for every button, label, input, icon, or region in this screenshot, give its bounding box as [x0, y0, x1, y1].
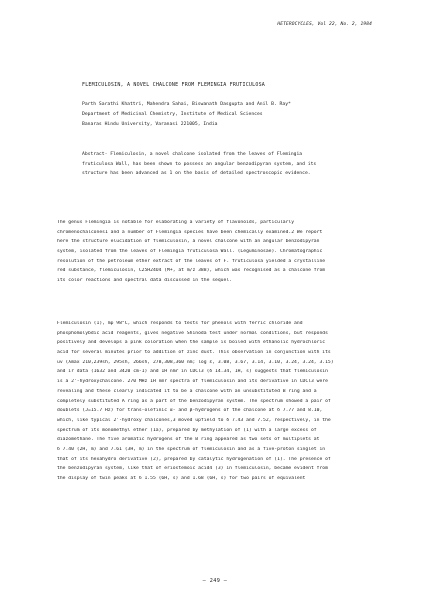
- text-line: the benzodipyran system, like that of eriostemoic acid4 (3) in flemiculosin, became evident from: [57, 466, 328, 472]
- text-line: spectrum of its monomethyl ether (1a), prepared by methylation of (1) with a large excess of: [57, 427, 317, 433]
- text-line: that of its hexahydro derivative (2), prepared by catalytic hydrogenation of (1). The presence of: [57, 456, 331, 462]
- text-line: which, like typical 2'-hydroxy chalcones,3 moved upfield to δ 7.43 and 7.52, respectively, in the: [57, 417, 331, 423]
- abstract-line: Abstract- Flemiculosin, a novel chalcone isolated from the leaves of Flemingia: [82, 152, 303, 157]
- affiliation: Department of Medicinal Chemistry, Institute of Medical Sciences: [82, 112, 263, 118]
- paper-title: FLEMICULOSIN, A NOVEL CHALCONE FROM FLEMINGIA FRUTICULOSA: [82, 82, 265, 88]
- address: Banaras Hindu University, Varanasi 221005, India: [82, 122, 218, 128]
- text-line: its color reactions and spectral data discussed in the sequel.: [57, 278, 232, 284]
- abstract-line: structure has been advanced as 1 on the basis of detailed spectroscopic evidence.: [82, 171, 311, 177]
- page-number: — 249 —: [202, 578, 228, 584]
- text-line: completely substituted A ring as a part of the benzodipyran system. The spectrum showed a pair of: [57, 398, 331, 404]
- text-line: doublets (J=15.7 Hz) for trans-olefinic α- and β-hydrogens of the chalcone at δ 7.77 and 8.10,: [57, 408, 323, 414]
- text-line: Flemiculosin (1), mp 98°C, which responds to tests for phenols with ferric chloride and: [57, 321, 303, 326]
- text-line: revealing and these clearly indicated it to be a chalcone with an unsubstituted B ring and a: [57, 388, 317, 394]
- journal-header: HETEROCYCLES, Vol 22, No. 2, 1984: [277, 22, 372, 27]
- text-line: the display of twin peaks at δ 1.55 (6H, s) and 1.68 (6H, s) for two pairs of equivalent: [57, 476, 306, 481]
- author-block: [82, 102, 382, 132]
- text-line: red substance, flemiculosin, C25H24O4 (M+, at m/z 388), which was recognised as a chalcone from: [57, 268, 326, 274]
- text-line: system, isolated from the leaves of Flemingia fruticulosa Wall. (Leguminosae). Chromatographic: [57, 249, 323, 255]
- text-line: diazomethane. The five aromatic hydrogens of the B ring appeared as two sets of multiplets at: [57, 437, 320, 443]
- text-line: and ir data (1632 and 3420 cm-1) and 1H nmr in CDCl3 (δ 14.34, 1H, s) suggests that flemiculosin: [57, 369, 328, 375]
- paragraph-results: [57, 321, 379, 486]
- abstract-line: fruticulosa Wall, has been shown to possess an angular benzodipyran system, and its: [82, 161, 317, 167]
- text-line: The genus Flemingia is notable for elaborating a variety of flavonoids, particularly: [57, 220, 295, 225]
- text-line: phosphomolybdic acid reagents, gives negative Shinoda test under normal conditions, but responds: [57, 330, 328, 336]
- text-line: resolution of the petroleum ether extract of the leaves of F. fruticulosa yielded a crystalline: [57, 258, 326, 264]
- paragraph-intro: [57, 220, 379, 288]
- text-line: positively and develops a pink coloration when the sample is boiled with ethanolic hydrochloric: [57, 340, 326, 346]
- text-line: chromenochalcones1 and a number of Flemingia species have been chemically examined.2 We report: [57, 229, 323, 235]
- abstract: [82, 152, 362, 181]
- text-line: acid for several minutes prior to addition of zinc dust. This observation in conjunction with its: [57, 350, 331, 356]
- authors: Parth Sarathi Khattri, Mahendra Sahai, Biswanath Dasgupta and Anil B. Ray*: [82, 102, 291, 107]
- text-line: here the structure elucidation of flemiculosin, a novel chalcone with an angular benzodipyran: [57, 239, 320, 245]
- text-line: δ 7.40 (2H, m) and 7.61 (3H, m) in the spectrum of flemiculosin and as a five-proton singlet in: [57, 446, 326, 452]
- text-line: uv (λmax 210,239sh, 295sh, 266sh, 278,308,360 nm; log ε, 3.08, 3.67, 3.14, 3.10, 3.24, 3.24, 3.15): [57, 359, 334, 365]
- text-line: is a 2'-hydroxychalcone. 270 MHz 1H nmr spectra of flemiculosin and its derivative in CDCl3 were: [57, 379, 328, 385]
